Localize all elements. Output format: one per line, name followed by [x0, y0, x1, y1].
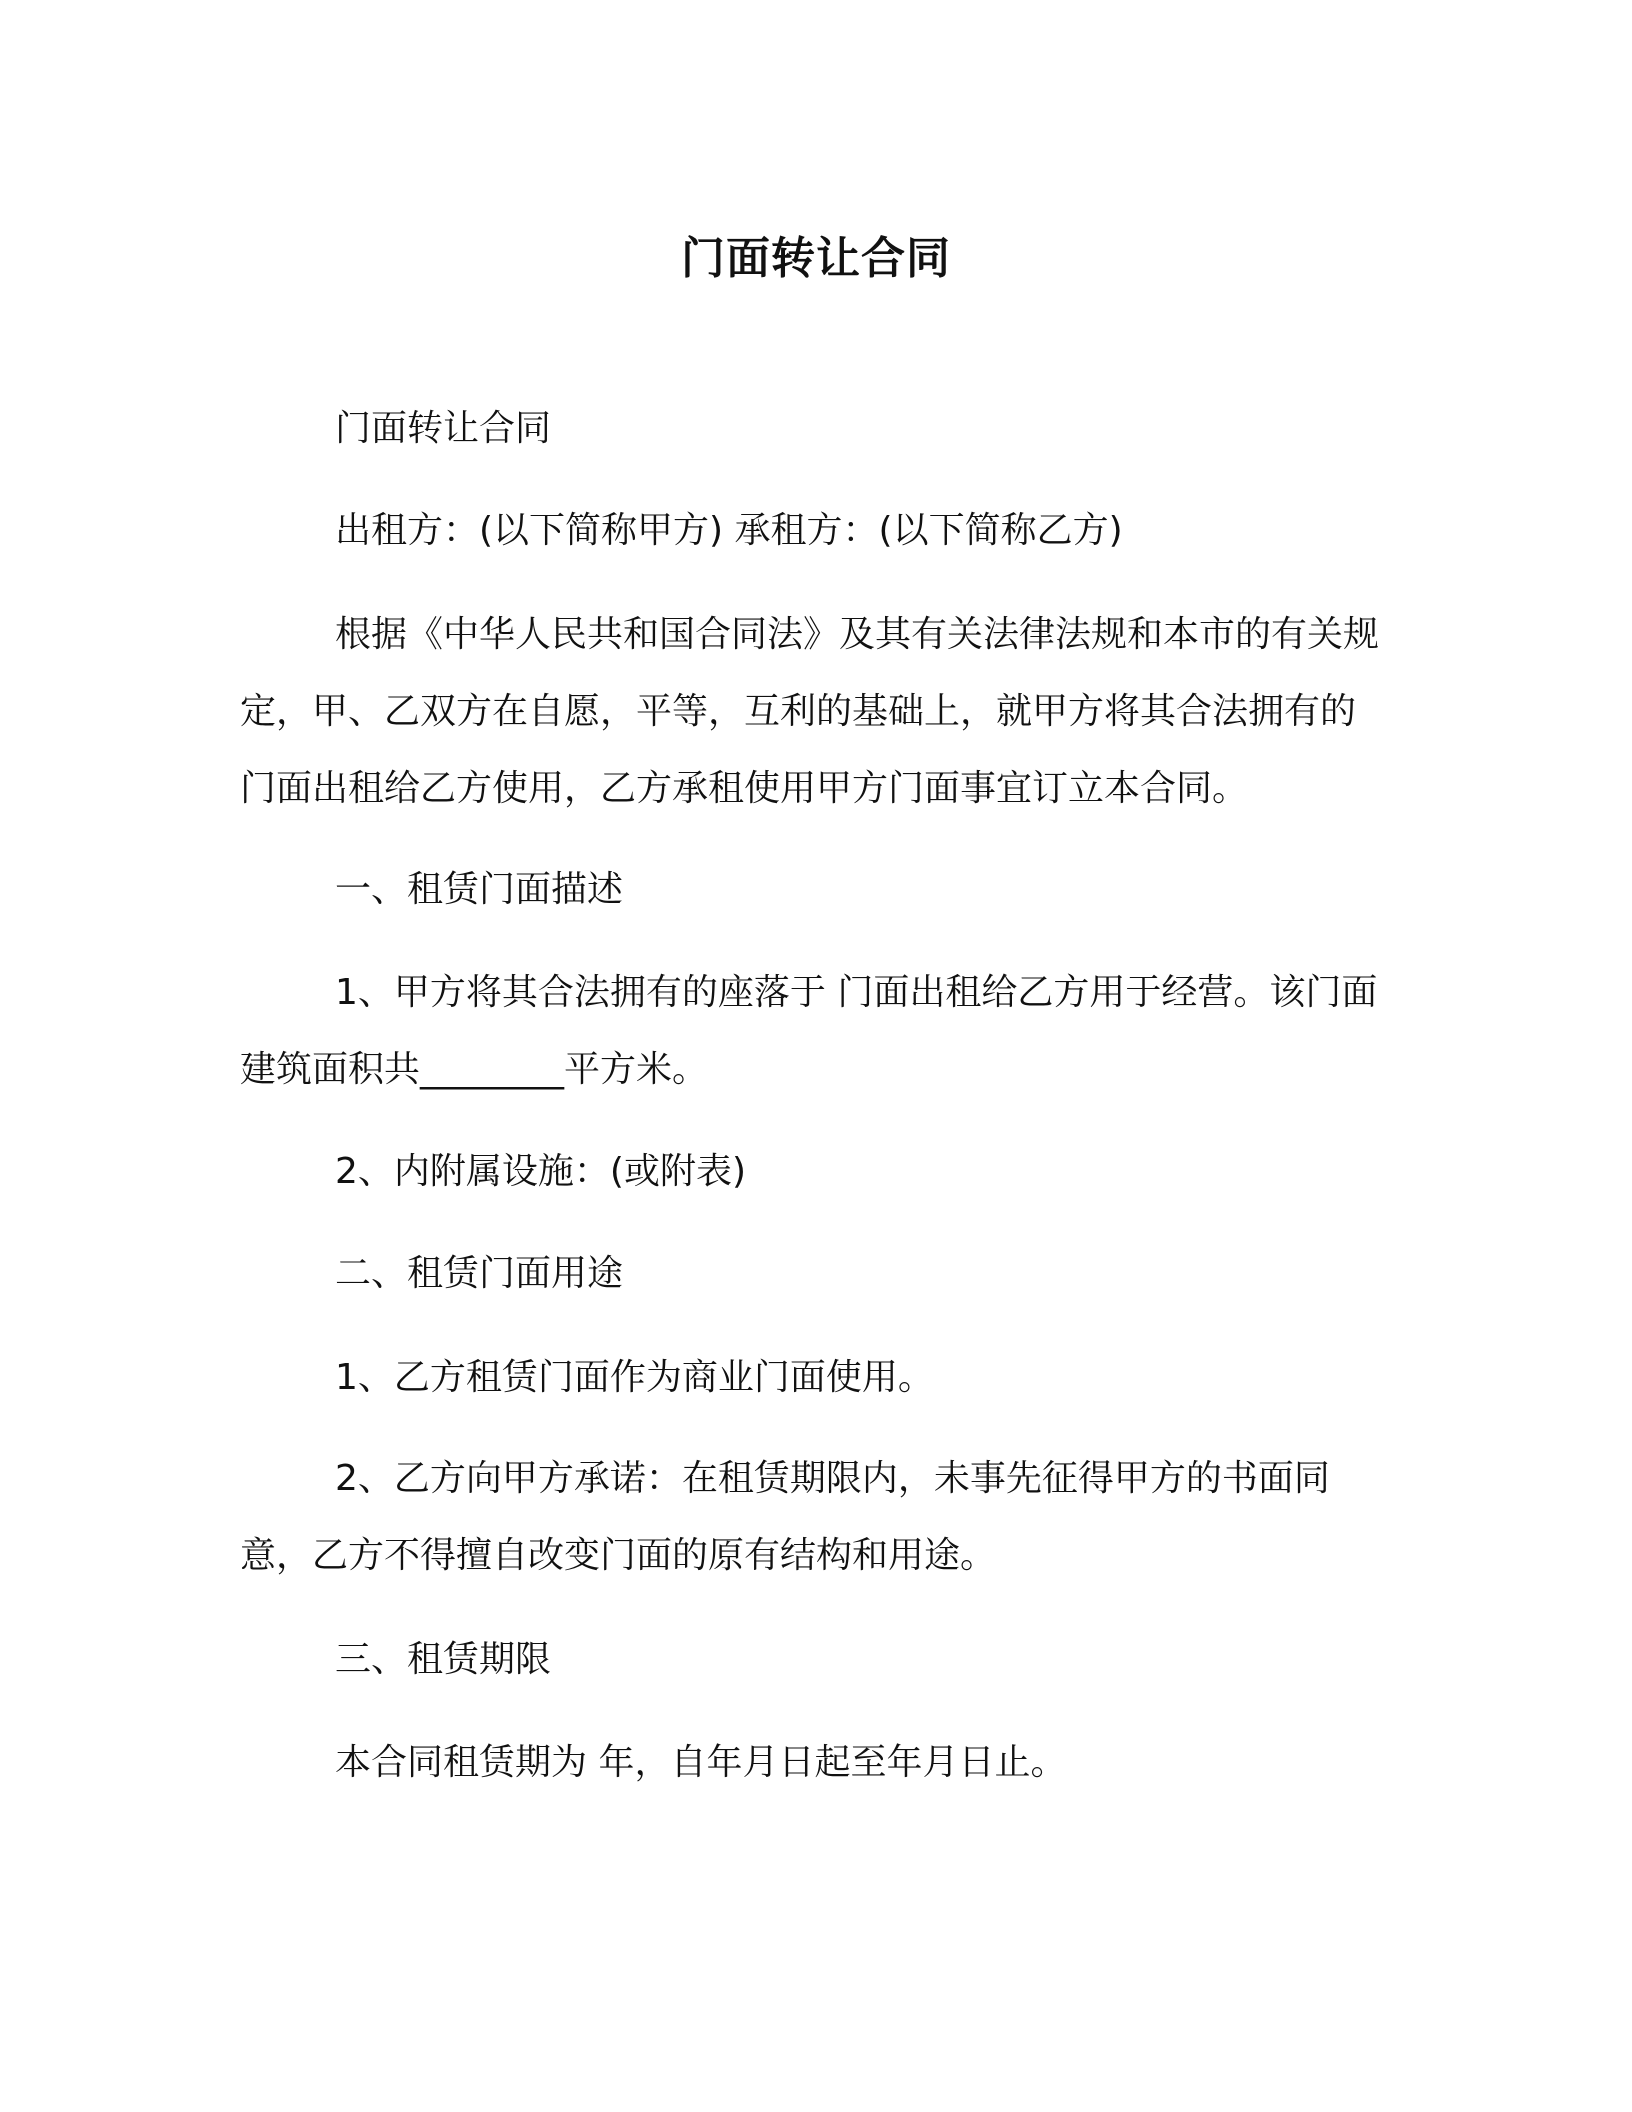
clause-2-1-paragraph: 1、乙方租赁门面作为商业门面使用。 — [335, 1357, 934, 1398]
clause-1-2-paragraph: 2、内附属设施：(或附表) — [335, 1151, 746, 1192]
clause-2-2-paragraph: 2、乙方向甲方承诺：在租赁期限内，未事先征得甲方的书面同意，乙方不得擅自改变门面的原有结构和用途。 — [240, 1458, 1330, 1576]
term-paragraph: 本合同租赁期为 年，自年月日起至年月日止。 — [335, 1742, 1067, 1783]
clause-1-1-paragraph: 1、甲方将其合法拥有的座落于 门面出租给乙方用于经营。该门面建筑面积共________平方米。 — [240, 972, 1378, 1090]
subtitle-paragraph: 门面转让合同 — [335, 408, 552, 449]
section-1-heading: 一、租赁门面描述 — [335, 869, 624, 910]
section-2-heading: 二、租赁门面用途 — [335, 1253, 624, 1294]
section-3-heading: 三、租赁期限 — [335, 1639, 552, 1680]
preamble-paragraph: 根据《中华人民共和国合同法》及其有关法律法规和本市的有关规定，甲、乙双方在自愿，平等，互利的基础上，就甲方将其合法拥有的门面出租给乙方使用，乙方承租使用甲方门面事宜订立本合同。 — [240, 614, 1380, 809]
document-title: 门面转让合同 — [681, 233, 951, 284]
parties-paragraph: 出租方：(以下简称甲方) 承租方：(以下简称乙方) — [335, 510, 1123, 551]
